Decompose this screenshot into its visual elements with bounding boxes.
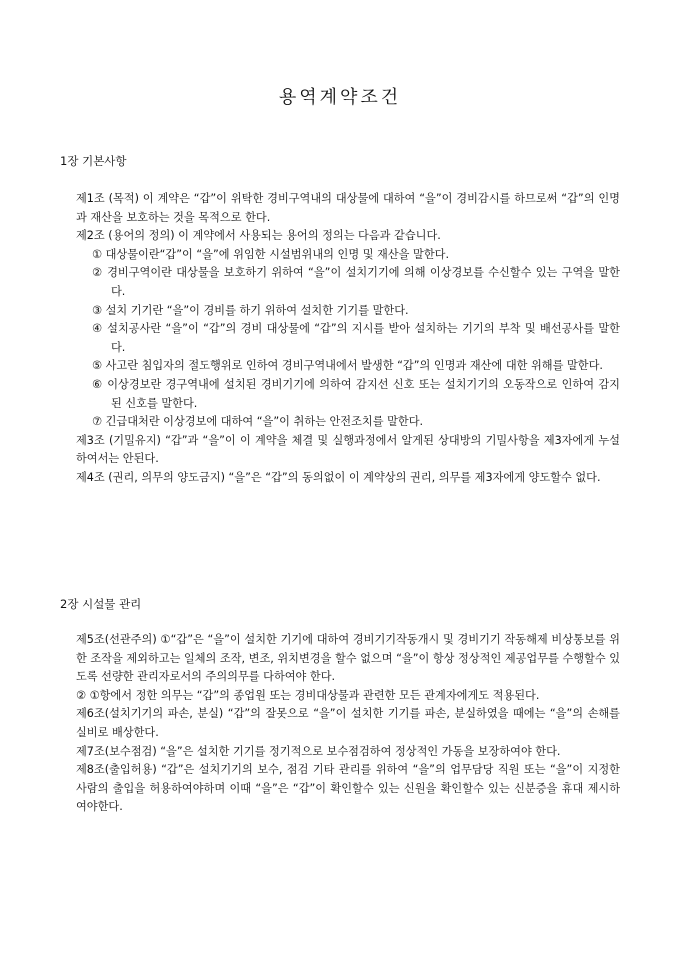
chapter-1-heading: 1장 기본사항 bbox=[60, 154, 127, 168]
chapter-2-heading: 2장 시설물 관리 bbox=[60, 597, 142, 611]
article-1: 제1조 (목적) 이 계약은 “갑”이 위탁한 경비구역내의 대상물에 대하여 “을”이 경비감시를 하므로써 “갑”의 인명과 재산을 보호하는 것을 목적으로 한다. bbox=[76, 192, 620, 224]
definition-item-7: ⑦ 긴급대처란 이상경보에 대하여 “을”이 취하는 안전조치를 말한다. bbox=[92, 415, 424, 429]
chapter-2-body bbox=[76, 631, 620, 817]
document-title: 용역계약조건 bbox=[278, 87, 402, 108]
article-6: 제6조(설치기기의 파손, 분실) “갑”의 잘못으로 “을”이 설치한 기기를 파손, 분실하였을 때에는 “을”의 손해를 실비로 배상한다. bbox=[76, 707, 620, 739]
article-7: 제7조(보수점검) “을”은 설치한 기기를 정기적으로 보수점검하여 정상적인 가동을 보장하여야 한다. bbox=[76, 744, 561, 758]
article-4: 제4조 (권리, 의무의 양도금지) “을”은 “갑”의 동의없이 이 계약상의 권리, 의무를 제3자에게 양도할수 없다. bbox=[76, 470, 601, 484]
article-8: 제8조(출입허용) “갑”은 설치기기의 보수, 점검 기타 관리를 위하여 “을”의 업무담당 직원 또는 “을”이 지정한 사람의 출입을 허용하여야하며 이때 “을”은 “갑”이 확인할수 있는 신원을 확인할수 있는 신분증을 휴대 제시하여야한다. bbox=[76, 763, 620, 814]
article-2: 제2조 (용어의 정의) 이 계약에서 사용되는 용어의 정의는 다음과 같습니다. bbox=[76, 229, 441, 243]
article-5-clause-2: ② ①항에서 정한 의무는 “갑”의 종업원 또는 경비대상물과 관련한 모든 관계자에게도 적용된다. bbox=[76, 688, 540, 702]
article-3: 제3조 (기밀유지) “갑”과 “을”이 이 계약을 체결 및 실행과정에서 알게된 상대방의 기밀사항을 제3자에게 누설하여서는 안된다. bbox=[76, 433, 620, 466]
definition-item-5: ⑤ 사고란 침입자의 절도행위로 인하여 경비구역내에서 발생한 “갑”의 인명과 재산에 대한 위해를 말한다. bbox=[92, 359, 603, 373]
definition-item-3: ③ 설치 기기란 “을”이 경비를 하기 위하여 설치한 기기를 말한다. bbox=[92, 303, 409, 317]
definition-item-2: ② 경비구역이란 대상물을 보호하기 위하여 “을”이 설치기기에 의해 이상경보를 수신할수 있는 구역을 말한다. bbox=[92, 266, 620, 298]
definition-item-1: ① 대상물이란“갑”이 “을”에 위임한 시설범위내의 인명 및 재산을 말한다. bbox=[92, 247, 450, 261]
article-5: 제5조(선관주의) ①“갑”은 “을”이 설치한 기기에 대하여 경비기기작동개시 및 경비기기 작동해제 비상통보를 위한 조작을 제외하고는 일체의 조작, 변조, 위치변경을 할수 없으며 “을”이 항상 정상적인 제공업무를 수행할수 있도록 선량한 관리자로서의 주의의무를 다하여야 한다. bbox=[76, 633, 621, 684]
definition-item-6: ⑥ 이상경보란 경구역내에 설치된 경비기기에 의하여 감지선 신호 또는 설치기기의 오동작으로 인하여 감지된 신호를 말한다. bbox=[92, 377, 620, 410]
definition-item-4: ④ 설치공사란 “을”이 “갑”의 경비 대상물에 “갑”의 지시를 받아 설치하는 기기의 부착 및 배선공사를 말한다. bbox=[92, 322, 620, 354]
chapter-1-body bbox=[76, 190, 620, 488]
